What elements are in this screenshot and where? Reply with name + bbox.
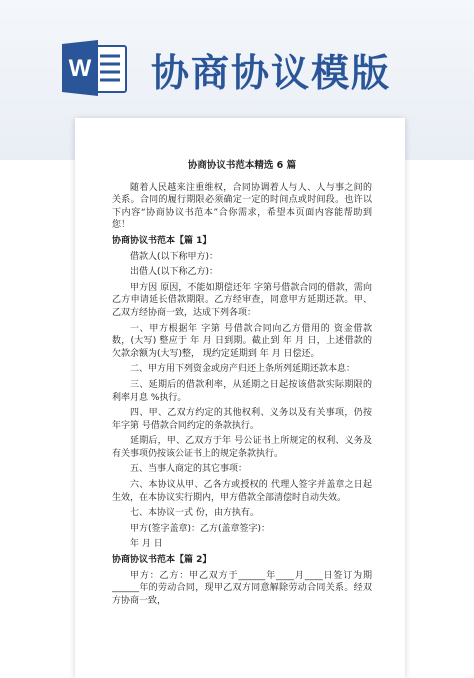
- document-content: [112, 160, 372, 610]
- word-document-icon: [60, 40, 130, 96]
- clause-paragraph: 六、本协议从甲、乙各方或授权的 代理人签字并盖章之日起生效，在本协议实行期内，甲方借款全部清偿时自动失效。: [112, 480, 372, 503]
- clause-paragraph: 三、延期后的借款利率，从延期之日起按该借款实际期限的利率月息 %执行。: [112, 379, 372, 403]
- lender-line: 出借人(以下称乙方)：: [130, 267, 219, 278]
- date-line: 年 月 日: [130, 539, 163, 550]
- clause-paragraph: 五、当事人商定的其它事项：: [130, 464, 248, 475]
- clause-paragraph: 甲方因 原因，不能如期偿还年 字第号借款合同的借款，需向乙方申请延长借款期限。乙方经审查，同意甲方延期还款。甲、乙双方经协商一致，达成下列各项：: [112, 282, 372, 318]
- word-icon-letter: W: [68, 55, 92, 82]
- clause-paragraph: 延期后，甲、乙双方于年 号公证书上所规定的权利、义务及有关事项仍按该公证书上的规定条款执行。: [112, 436, 372, 459]
- signature-line: 甲方(签字盖章)：乙方(盖章签字)：: [130, 523, 271, 534]
- document-title: 协商协议书范本精选 6 篇: [187, 160, 297, 171]
- clause-paragraph: 二、甲方用下列资金或房产归还上条所列延期还款本息：: [130, 364, 356, 375]
- clause-paragraph: 甲方：乙方：甲乙双方于______年____月____日签订为期______年的劳动合同，现甲乙双方同意解除劳动合同关系。经双方协商一致，: [112, 570, 372, 606]
- clause-paragraph: 七、本协议一式 份，由方执有。: [130, 508, 259, 519]
- section-heading-2: 协商协议书范本【篇 2】: [112, 555, 212, 566]
- clause-paragraph: 一、甲方根据年 字第 号借款合同向乙方借用的 资金借款数，(大写) 整应于 年 月 日到期。截止到 年 月 日，上述借款的欠款余额为(大写)整， 现约定延期到 年 月 日偿还。: [112, 323, 372, 359]
- banner-title: 协商协议模版: [151, 51, 392, 95]
- borrower-line: 借款人(以下称甲方)：: [130, 251, 219, 262]
- clause-paragraph: 四、甲、乙双方约定的其他权利、义务以及有关事项，仍按 年字第 号借款合同约定的条款执行。: [112, 408, 372, 431]
- section-heading-1: 协商协议书范本【篇 1】: [112, 235, 212, 246]
- intro-paragraph: 随着人民越来注重维权，合同协调着人与人、人与事之间的关系。合同的履行期限必须确定一定的时间点或时间段。也许以下内容“协商协议书范本”合你需求，希望本页面内容能帮助到您！: [112, 182, 372, 231]
